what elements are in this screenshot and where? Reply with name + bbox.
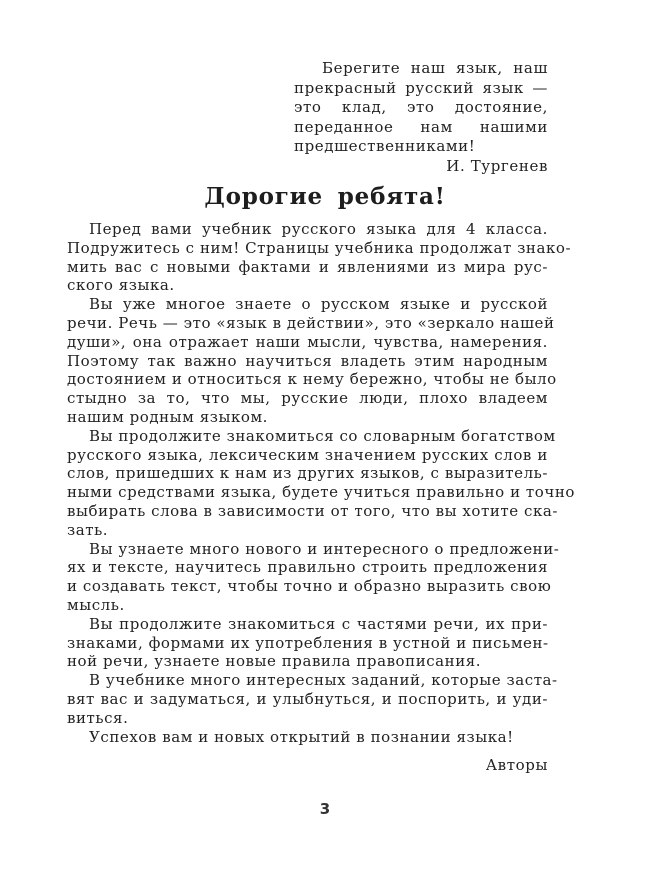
text-line: речи. Речь — это «язык в действии», это «зеркало нашей (67, 313, 555, 332)
text-line: ях и тексте, научитесь правильно строить предложения (67, 558, 548, 577)
text-line: души», она отражает наши мысли, чувства, намерения. (67, 332, 548, 351)
text-line: вят вас и задуматься, и улыбнуться, и поспорить, и уди- (67, 689, 548, 708)
text-line: стыдно за то, что мы, русские люди, плохо владеем (67, 389, 548, 408)
epigraph-line: Берегите наш язык, наш (322, 59, 548, 77)
body-text (67, 220, 575, 746)
text-line: слов, пришедших к нам из других языков, с выразитель- (67, 464, 548, 483)
text-line: виться. (67, 708, 129, 727)
page-title: Дорогие ребята! (204, 183, 446, 210)
text-line: Вы продолжите знакомиться со словарным богатством (89, 426, 556, 445)
epigraph-line: это клад, это достояние, (294, 98, 548, 117)
text-line: выбирать слова в зависимости от того, что вы хотите ска- (67, 501, 558, 520)
text-line: мысль. (67, 595, 125, 614)
text-line: В учебнике много интересных заданий, которые заста- (89, 671, 558, 690)
epigraph-line: прекрасный русский язык — (294, 78, 548, 97)
text-line: нашим родным языком. (67, 407, 268, 426)
text-line: Вы узнаете много нового и интересного о предложени- (89, 539, 560, 558)
text-line: ной речи, узнаете новые правила правописания. (67, 652, 482, 671)
text-line: достоянием и относиться к нему бережно, чтобы не было (67, 370, 557, 389)
text-line: Вы продолжите знакомиться с частями речи, их при- (89, 614, 548, 633)
page-number: 3 (319, 800, 331, 818)
text-line: Вы уже многое знаете о русском языке и русской (89, 295, 548, 314)
epigraph-line: предшественниками! (294, 137, 476, 156)
epigraph-line: переданное нам нашими (294, 117, 548, 136)
epigraph (294, 59, 548, 177)
epigraph-author: И. Тургенев (446, 156, 548, 175)
text-line: ского языка. (67, 276, 175, 295)
text-line: знаками, формами их употребления в устной и письмен- (67, 633, 549, 652)
text-line: Поэтому так важно научиться владеть этим народным (67, 351, 548, 370)
text-line: и создавать текст, чтобы точно и образно выразить свою (67, 577, 552, 596)
text-line: Успехов вам и новых открытий в познании языка! (89, 727, 514, 746)
text-line: зать. (67, 520, 109, 539)
text-line: Подружитесь с ним! Страницы учебника продолжат знако- (67, 238, 572, 257)
text-line: Перед вами учебник русского языка для 4 класса. (89, 220, 548, 238)
text-line: ными средствами языка, будете учиться правильно и точно (67, 483, 575, 502)
text-line: мить вас с новыми фактами и явлениями из мира рус- (67, 257, 548, 276)
text-line: русского языка, лексическим значением русских слов и (67, 445, 548, 464)
signature: Авторы (485, 756, 548, 774)
